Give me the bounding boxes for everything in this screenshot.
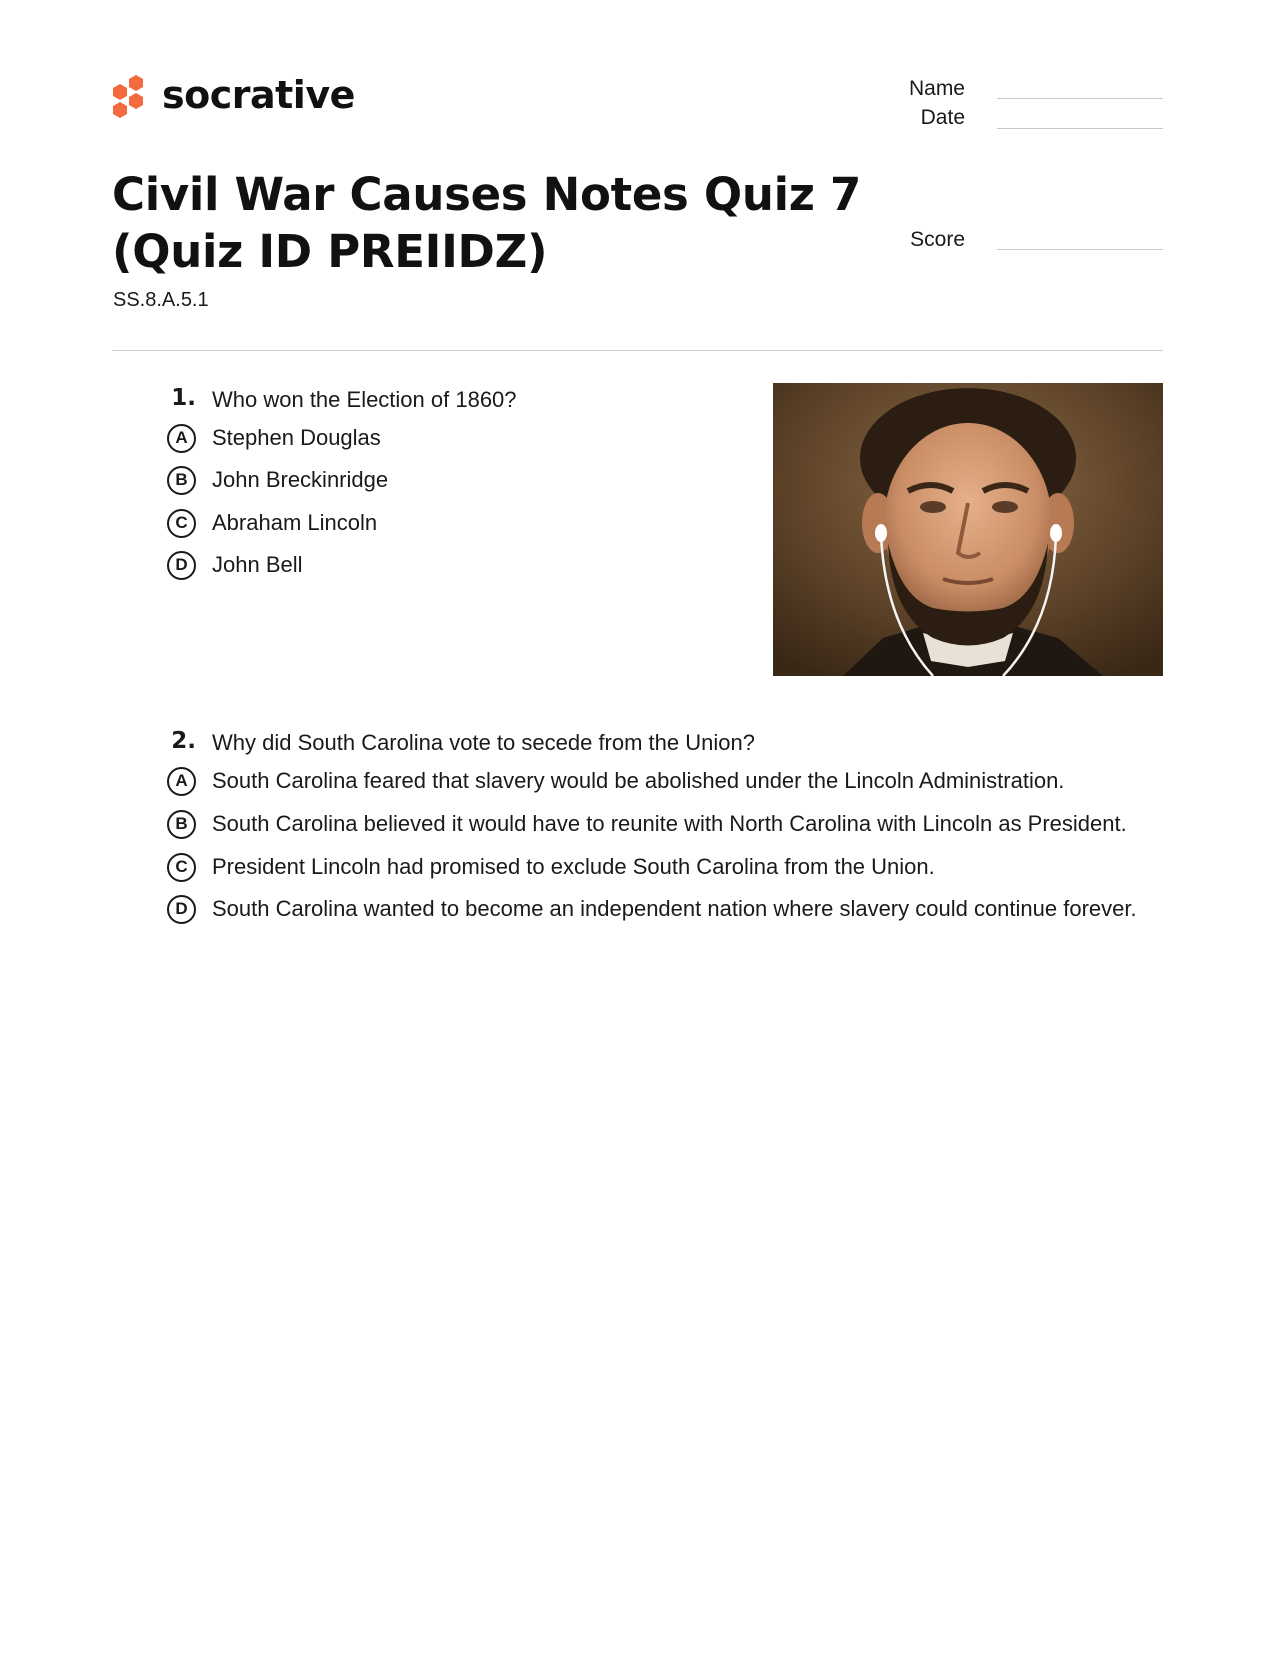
name-label: Name <box>908 77 965 100</box>
answer-option-b[interactable] <box>167 463 388 497</box>
answer-option-d[interactable] <box>167 892 1137 926</box>
option-letter-badge: C <box>167 509 196 538</box>
date-label: Date <box>920 106 965 129</box>
option-text: Abraham Lincoln <box>212 510 378 535</box>
name-field[interactable] <box>997 98 1163 99</box>
option-letter-badge: B <box>167 466 196 495</box>
option-text: South Carolina wanted to become an independent nation where slavery could continue forever. <box>212 896 1137 921</box>
option-letter-badge: D <box>167 895 196 924</box>
option-letter-badge: C <box>167 853 196 882</box>
option-text: Stephen Douglas <box>212 425 381 450</box>
lincoln-portrait-image <box>773 383 1163 676</box>
brand-name: socrative <box>162 73 355 117</box>
option-text: South Carolina believed it would have to reunite with North Carolina with Lincoln as President. <box>212 811 1127 836</box>
quiz-title-line-1: Civil War Causes Notes Quiz 7 <box>112 168 861 221</box>
option-text: South Carolina feared that slavery would be abolished under the Lincoln Administration. <box>212 768 1065 793</box>
question-number: 1. <box>171 385 196 411</box>
score-label: Score <box>910 228 965 251</box>
question-text: Who won the Election of 1860? <box>212 387 517 412</box>
answer-option-a[interactable] <box>167 764 1064 798</box>
option-letter-badge: A <box>167 424 196 453</box>
question-number: 2. <box>171 728 196 754</box>
quiz-title <box>112 166 872 280</box>
date-field[interactable] <box>997 128 1163 129</box>
socrative-hexagon-icon <box>110 72 150 122</box>
answer-option-d[interactable] <box>167 548 303 582</box>
header-divider <box>112 350 1163 351</box>
option-letter-badge: D <box>167 551 196 580</box>
answer-option-c[interactable] <box>167 506 377 540</box>
answer-option-c[interactable] <box>167 850 935 884</box>
option-letter-badge: B <box>167 810 196 839</box>
answer-option-b[interactable] <box>167 807 1127 841</box>
quiz-title-line-2: (Quiz ID PREIIDZ) <box>112 225 548 278</box>
question-text: Why did South Carolina vote to secede from the Union? <box>212 730 755 755</box>
quiz-standard: SS.8.A.5.1 <box>113 289 209 311</box>
option-text: President Lincoln had promised to exclude South Carolina from the Union. <box>212 854 935 879</box>
socrative-logo <box>110 72 355 122</box>
option-text: John Bell <box>212 552 303 577</box>
answer-option-a[interactable] <box>167 421 381 455</box>
option-letter-badge: A <box>167 767 196 796</box>
option-text: John Breckinridge <box>212 467 389 492</box>
score-field[interactable] <box>997 249 1163 250</box>
